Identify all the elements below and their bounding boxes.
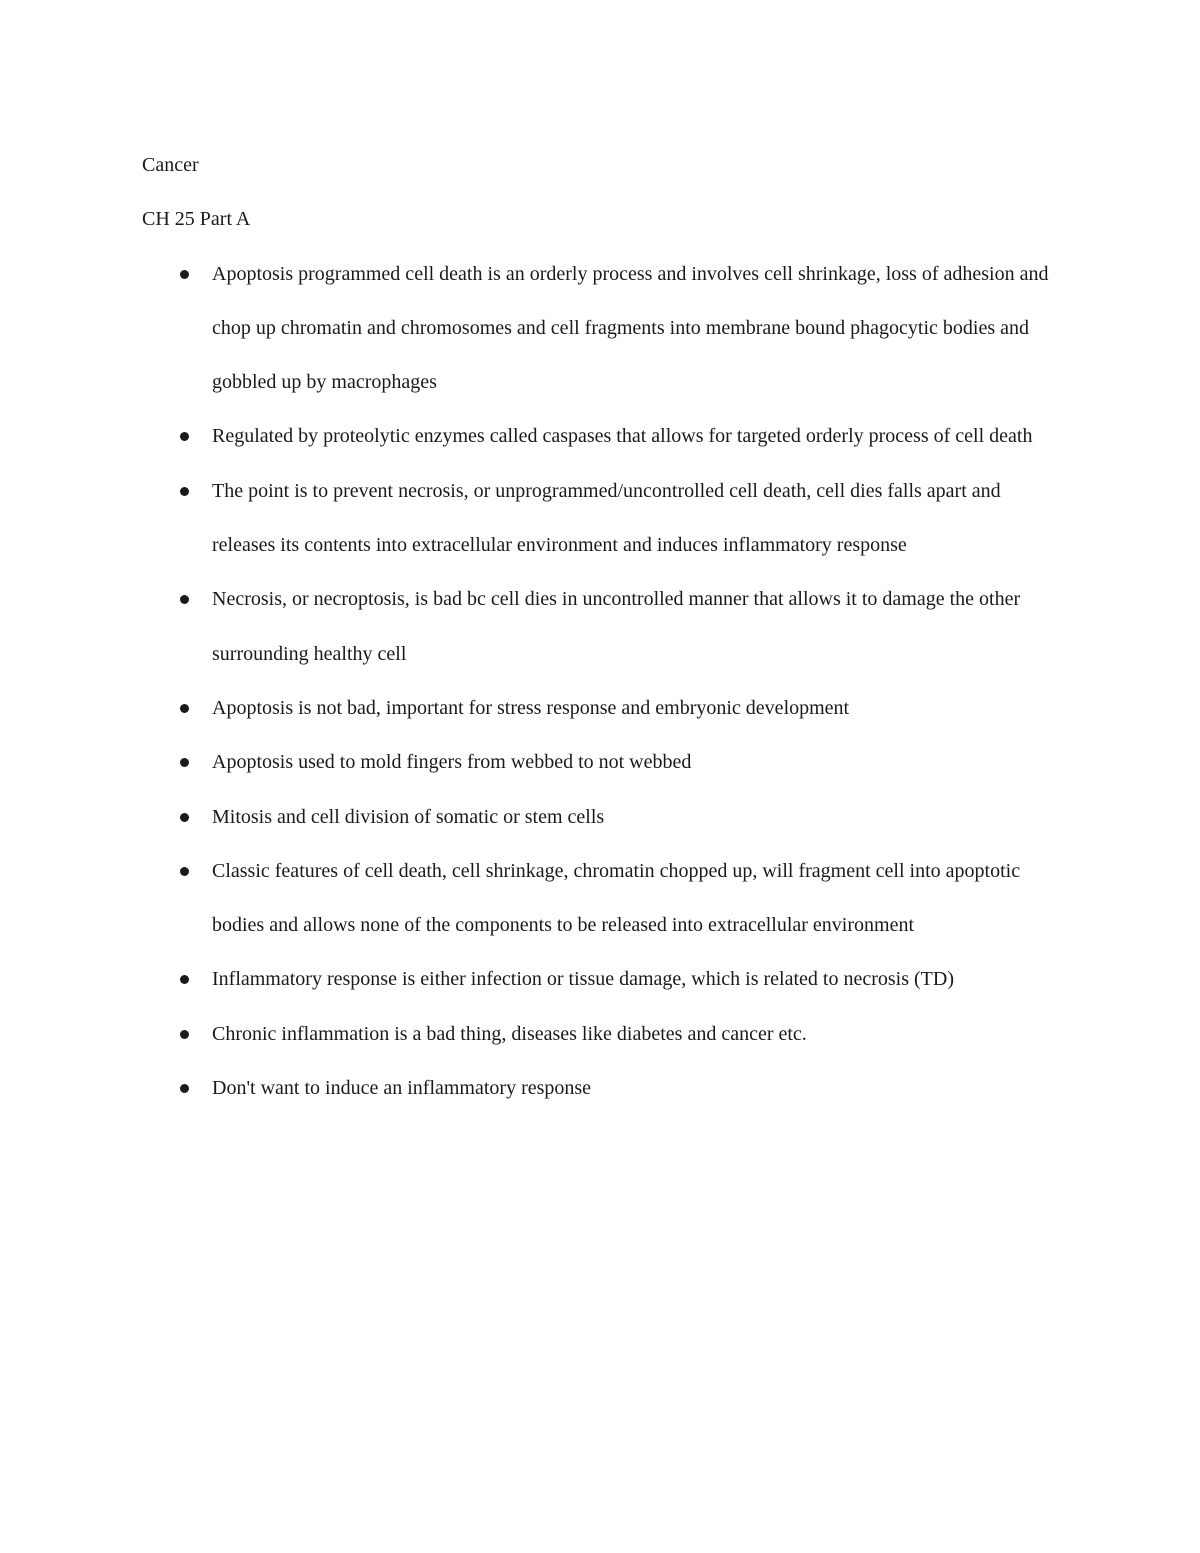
list-item-text: Necrosis, or necroptosis, is bad bc cell dies in uncontrolled manner that allows it to damage the other surrounding healthy cell: [212, 588, 1021, 665]
bullet-dot-icon: [180, 487, 189, 496]
list-item-text: The point is to prevent necrosis, or unprogrammed/uncontrolled cell death, cell dies falls apart and releases its contents into extracellular environment and induces inflammatory response: [212, 479, 1001, 557]
list-item: [142, 1061, 1068, 1115]
list-item: [142, 464, 1068, 573]
list-item: [142, 247, 1068, 410]
list-item-text: Chronic inflammation is a bad thing, diseases like diabetes and cancer etc.: [212, 1022, 807, 1045]
list-item-text: Apoptosis used to mold fingers from webbed to not webbed: [212, 751, 692, 774]
bullet-dot-icon: [180, 1084, 189, 1093]
list-item-text: Regulated by proteolytic enzymes called caspases that allows for targeted orderly process of cell death: [212, 425, 1033, 448]
bullet-dot-icon: [180, 270, 189, 279]
bullet-dot-icon: [180, 758, 189, 767]
list-item-text: Don't want to induce an inflammatory response: [212, 1077, 592, 1100]
list-item-text: Mitosis and cell division of somatic or stem cells: [212, 805, 605, 828]
bullet-dot-icon: [180, 432, 189, 441]
list-item-text: Apoptosis programmed cell death is an orderly process and involves cell shrinkage, loss of adhesion and chop up chromatin and chromosomes and cell fragments into membrane bound phagocytic bodies and gobbled up by macrophages: [212, 262, 1049, 394]
list-item: [142, 409, 1068, 463]
list-item-text: Apoptosis is not bad, important for stress response and embryonic development: [212, 696, 850, 719]
bullet-dot-icon: [180, 975, 189, 984]
list-item: [142, 952, 1068, 1006]
list-item: [142, 681, 1068, 735]
bullet-dot-icon: [180, 704, 189, 713]
bullet-dot-icon: [180, 867, 189, 876]
list-item: [142, 735, 1068, 789]
bullet-dot-icon: [180, 595, 189, 604]
bullet-list: [142, 247, 1072, 1116]
document-body: [142, 138, 1072, 1115]
list-item-text: Inflammatory response is either infection or tissue damage, which is related to necrosis (TD): [212, 968, 954, 991]
document-title: Cancer: [142, 154, 199, 176]
list-item-text: Classic features of cell death, cell shrinkage, chromatin chopped up, will fragment cell into apoptotic bodies and allows none of the components to be released into extracellular environment: [212, 859, 1021, 937]
document-subtitle: CH 25 Part A: [142, 208, 251, 231]
bullet-dot-icon: [180, 813, 189, 822]
bullet-dot-icon: [180, 1030, 189, 1039]
list-item: [142, 572, 1068, 681]
list-item: [142, 1007, 1068, 1061]
list-item: [142, 844, 1068, 953]
list-item: [142, 790, 1068, 844]
